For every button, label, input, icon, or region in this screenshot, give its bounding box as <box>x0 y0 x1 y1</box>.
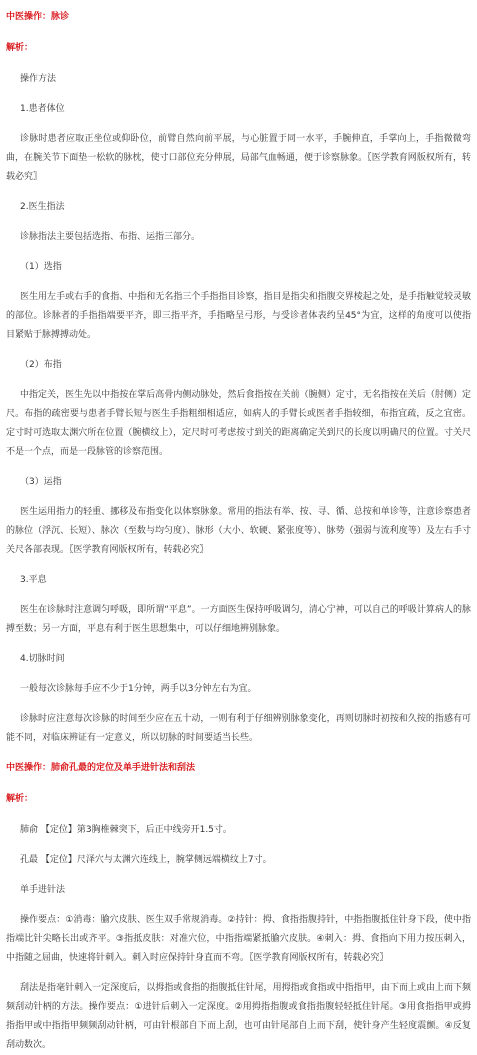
time-title: 4.切脉时间 <box>20 654 65 664</box>
analysis-label: 解析： <box>6 43 34 53</box>
analysis-label-2: 解析： <box>6 794 34 804</box>
section-title-acupoints: 中医操作：肺俞孔最的定位及单手进针法和刮法 <box>6 763 196 773</box>
move-finger-paragraph: 医生运用指力的轻重、挪移及布指变化以体察脉象。常用的指法有举、按、寻、循、总按和单诊等，注意诊察患者的脉位（浮沉、长短）、脉次（至数与均匀度）、脉形（大小、软硬、紧张度等）、脉势（强弱与流利度等）及左右手寸关尺各部表现。〖医学教育网版权所有，转载必究〗 <box>6 507 471 555</box>
place-finger-title: （2）布指 <box>20 360 62 370</box>
fingers-title: 2.医生指法 <box>20 202 65 212</box>
breath-paragraph: 医生在诊脉时注意调匀呼吸，即所谓“平息”。一方面医生保持呼吸调匀，清心宁神，可以自己的呼吸计算病人的脉搏至数；另一方面，平息有利于医生思想集中，可以仔细地辨别脉象。 <box>6 605 471 634</box>
fingers-intro: 诊脉指法主要包括选指、布指、运指三部分。 <box>20 232 201 242</box>
posture-paragraph: 诊脉时患者应取正坐位或仰卧位，前臂自然向前平展，与心脏置于同一水平，手腕伸直，手掌向上，手指微微弯曲，在腕关节下面垫一松软的脉枕，使寸口部位充分伸展，局部气血畅通，便于诊察脉象。〖医学教育网版权所有，转载必究〗 <box>6 134 471 182</box>
feishu-location: 肺俞 【定位】第3胸椎棘突下，后正中线旁开1.5寸。 <box>20 825 232 835</box>
kongzui-location: 孔最 【定位】尺泽穴与太渊穴连线上，腕掌侧远端横纹上7寸。 <box>20 855 272 865</box>
place-finger-paragraph: 中指定关，医生先以中指按在掌后高骨内侧动脉处，然后食指按在关前（腕侧）定寸，无名指按在关后（肘侧）定尺。布指的疏密要与患者手臂长短与医生手指粗细相适应，如病人的手臂长或医者手指较细，布指宜疏，反之宜密。定寸时可选取太渊穴所在位置（腕横纹上），定尺时可考虑按寸到关的距离确定关到尺的长度以明确尺的位置。寸关尺不是一个点，而是一段脉管的诊察范围。 <box>6 390 471 457</box>
section-title-pulse: 中医操作：脉诊 <box>6 12 70 22</box>
breath-title: 3.平息 <box>20 575 47 585</box>
method-title: 操作方法 <box>20 74 57 84</box>
move-finger-title: （3）运指 <box>20 477 62 487</box>
select-finger-title: （1）选指 <box>20 262 62 272</box>
needle-method-paragraph: 操作要点：①消毒：腧穴皮肤、医生双手常规消毒。②持针：拇、食指指腹持针，中指指腹抵住针身下段，使中指指端比针尖略长出或齐平。③指抵皮肤：对准穴位，中指指端紧抵腧穴皮肤。④刺入：拇、食指向下用力按压刺入，中指随之屈曲，快速将针刺入。刺入时应保持针身直而不弯。〖医学教育网版权所有，转载必究〗 <box>6 915 471 963</box>
time-paragraph-2: 诊脉时应注意每次诊脉的时间至少应在五十动，一则有利于仔细辨别脉象变化，再则切脉时初按和久按的指感有可能不同，对临床辨证有一定意义，所以切脉的时间要适当长些。 <box>6 714 471 743</box>
select-finger-paragraph: 医生用左手或右手的食指、中指和无名指三个手指指目诊察，指目是指尖和指腹交界棱起之处，是手指触觉较灵敏的部位。诊脉者的手指指端要平齐，即三指平齐，手指略呈弓形，与受诊者体表约呈45°为宜，这样的角度可以使指目紧贴于脉搏搏动处。 <box>6 292 471 340</box>
time-paragraph-1: 一般每次诊脉每手应不少于1分钟，两手以3分钟左右为宜。 <box>20 684 257 694</box>
needle-method-title: 单手进针法 <box>20 885 66 895</box>
scrape-method-paragraph: 刮法是指毫针刺入一定深度后，以拇指或食指的指腹抵住针尾，用拇指或食指或中指指甲，由下而上或由上而下频频刮动针柄的方法。操作要点：①进针后刺入一定深度。②用拇指指腹或食指指腹轻轻抵住针尾。③用食指指甲或拇指指甲或中指指甲频频刮动针柄，可由针根部自下而上刮，也可由针尾部自上而下刮，使针身产生轻度震颤。④反复刮动数次。 <box>6 983 471 1050</box>
posture-title: 1.患者体位 <box>20 104 65 114</box>
